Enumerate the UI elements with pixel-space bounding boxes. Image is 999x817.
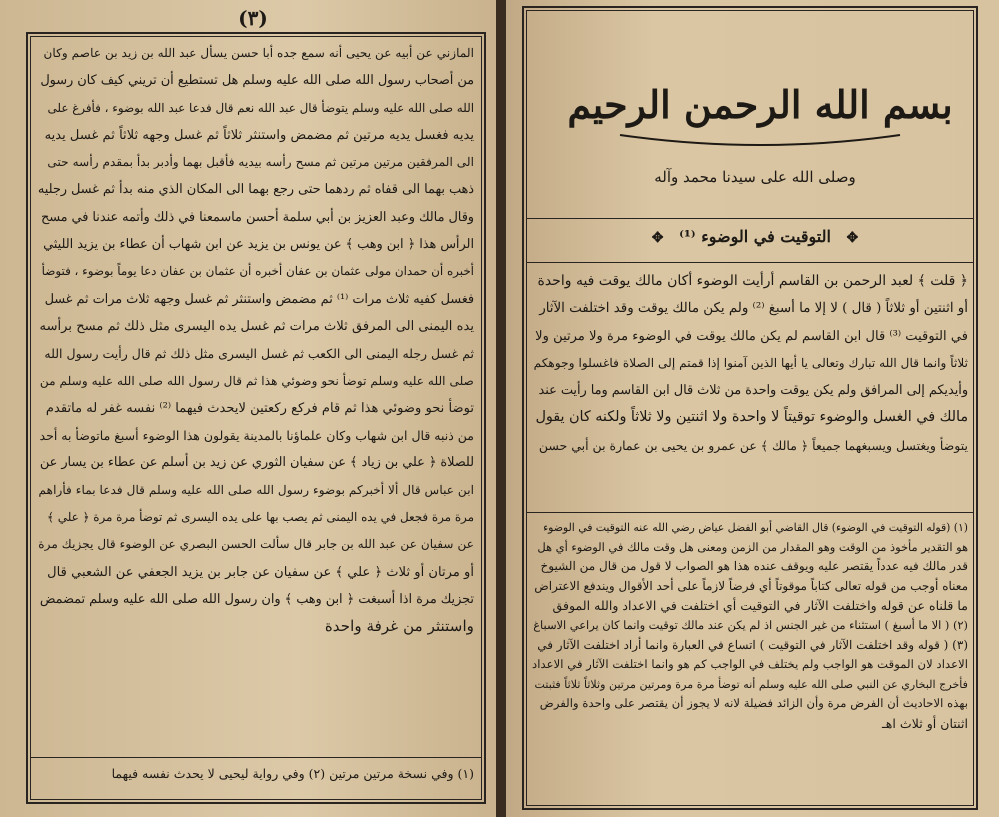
section-title: [540, 227, 970, 246]
basmala-calligraphy: [567, 40, 953, 160]
note-line: (١) (قوله التوقيت في الوضوء) قال القاضي أبو الفضل عياض رضي الله عنه التوقيت في الوضوء: [543, 521, 968, 534]
text-line: ﴿ قلت ﴾ لعبد الرحمن بن القاسم أرأيت الوضوء أكان مالك يوقت فيه واحدة: [537, 273, 968, 289]
note-line: معناه أوجب من قوله تعالى كتاباً موقوتاً أي فرضاً لازماً على أحد الأقوال ويندفع الاعتراض: [534, 578, 968, 593]
text-line: في التوقيت ⁽³⁾ قال ابن القاسم لم يكن مالك يوقت في الوضوء مرة ولا مرتين ولا: [535, 328, 968, 344]
left-main-text: [38, 40, 474, 646]
text-line: عن سفيان عن عبد الله بن جابر قال سألت الحسن البصري عن الوضوء قال يجزيك مرة: [38, 537, 474, 552]
note-line: الاعداد لان الموقت هو الواجب ولم يختلف في الواجب كم هو وانما اختلفت الآثار في الاعداد: [532, 657, 968, 672]
text-line: ابن عباس قال ألا أخبركم بوضوء رسول الله صلى الله عليه وسلم قال فدعا بماء فأراهم: [38, 482, 474, 497]
text-line: ذهب بهما الى قفاه ثم ردهما حتى رجع بهما الى المكان الذي منه بدأ ثم غسل رجليه: [37, 182, 474, 198]
text-line: مالك في الغسل والوضوء توقيتاً لا واحدة ولا اثنتين ولا ثلاثاً ولكنه كان يقول: [535, 409, 968, 426]
fleuron-icon: ✥: [846, 230, 859, 246]
section-title-text: التوقيت في الوضوء ⁽¹⁾: [679, 227, 831, 246]
page-number: (٣): [238, 6, 268, 30]
text-line: مرة مرة فجعل في يده اليمنى ثم يصب بها على يده اليسرى ثم توضأ مرة مرة ﴿ علي ﴾: [47, 510, 474, 525]
note-line: هو التقدير مأخوذ من الوقت وهو المقدار من الزمن ومعنى هل وقت مالك في الوضوء أي هل: [537, 539, 968, 554]
left-page: [0, 0, 496, 817]
text-line: للصلاة ﴿ علي بن زياد ﴾ عن سفيان الثوري عن زيد بن أسلم عن عطاء بن يسار عن: [39, 455, 474, 471]
text-line: يديه فغسل يديه مرتين ثم مضمض واستنثر ثلاثاً ثم غسل وجهه ثلاثاً ثم غسل يديه: [44, 127, 474, 143]
salawat-line: وصلى الله على سيدنا محمد وآله: [654, 168, 856, 186]
title-rule-bottom: [526, 262, 974, 263]
footnote-divider: [30, 757, 482, 758]
left-footnote: (١) وفي نسخة مرتين مرتين (٢) وفي رواية ليحيى لا يحدث نفسه فيهما: [111, 766, 474, 781]
text-line: أو مرتان أو ثلاث ﴿ علي ﴾ عن سفيان عن جابر بن يزيد الجعفي عن الشعبي قال: [47, 564, 474, 580]
text-line: من ذنبه قال ابن شهاب وكان علماؤنا بالمدينة يقولون هذا الوضوء أسبغ ماتوضأ به أحد: [39, 428, 474, 444]
text-line: من أصحاب رسول الله صلى الله عليه وسلم هل تستطيع أن تريني كيف كان رسول: [40, 73, 474, 89]
text-line: أو اثنتين أو ثلاثاً ( قال ) لا إلا ما أسبغ ⁽²⁾ ولم يكن مالك يوقت وقد اختلفت الآثار: [539, 301, 968, 317]
right-notes-text: [532, 518, 968, 738]
title-rule-top: [526, 218, 974, 219]
text-line: الى المرفقين مرتين مرتين ثم مسح رأسه بيديه فأقبل بهما وأدبر بدأ بمقدم رأسه حتى: [47, 155, 474, 170]
note-line: ما قلناه عن قوله واختلفت الآثار في التوقيت أي اختلفت في الاعداد والله الموفق: [552, 598, 968, 614]
right-main-text: [532, 268, 968, 463]
book-gutter: [496, 0, 506, 817]
text-line: وأيديكم إلى المرافق ولم يكن يوقت واحدة من ثلاث قال ابن القاسم وما رأيت عند: [538, 383, 968, 399]
note-line: (٣) ( قوله وقد اختلفت الآثار في التوقيت ) اتساع في العبارة وانما أراد اختلفت الآثار في: [537, 637, 968, 652]
note-line: فأخرج البخاري عن النبي صلى الله عليه وسلم أنه توضأ مرة مرة ومرتين مرتين وثلاثاً ثلاثاً فثبتت: [534, 677, 968, 691]
note-line: اثنتان أو ثلاث اهـ: [882, 715, 968, 731]
text-line: أخبره أن حمدان مولى عثمان بن عفان أخبره أن عثمان بن عفان دعا يوماً بوضوء ، فتوضأ: [41, 264, 474, 279]
text-line: الله صلى الله عليه وسلم يتوضأ قال عبد الله نعم قال فدعا عبد الله بوضوء ، فأفرغ على: [47, 100, 474, 115]
note-line: قدر مالك فيه عدداً يقتصر عليه ويوقف عنده هذا هو الصواب لا قول من قال من الشيوخ: [540, 559, 968, 574]
text-line: واستنثر من غرفة واحدة: [324, 617, 474, 636]
text-line: الرأس هذا ﴿ ابن وهب ﴾ عن يونس بن يزيد عن ابن شهاب أن عطاء بن يزيد الليثي: [43, 237, 474, 253]
text-line: يده اليمنى الى المرفق ثلاث مرات ثم غسل يده اليسرى مثل ذلك ثم مسح برأسه: [39, 318, 474, 334]
basmala-text: بسم الله الرحمن الرحيم: [567, 82, 953, 127]
fleuron-icon: ✥: [651, 230, 664, 246]
text-line: تجزيك مرة اذا أسبغت ﴿ ابن وهب ﴾ وان رسول الله صلى الله عليه وسلم تمضمض: [39, 591, 474, 607]
notes-divider: [526, 512, 974, 513]
text-line: فغسل كفيه ثلاث مرات ⁽¹⁾ ثم مضمض واستنثر ثم غسل وجهه ثلاث مرات ثم غسل: [44, 291, 474, 307]
text-line: وقال مالك وعبد العزيز بن أبي سلمة أحسن ماسمعنا في ذلك وأتمه عندنا في مسح: [40, 209, 474, 225]
text-line: ثلاثاً وانما قال الله تبارك وتعالى يا أيها الذين آمنوا إذا قمتم إلى الصلاة فاغسلوا وجوهكم: [533, 355, 968, 370]
text-line: المازني عن أبيه عن يحيى أنه سمع جده أبا حسن يسأل عبد الله بن زيد بن عاصم وكان: [43, 46, 474, 60]
note-line: (٢) ( الا ما أسبغ ) استثناء من غير الجنس اذ لم يكن عند مالك توقيت وانما كان يراعي الاسباغ: [533, 617, 968, 632]
text-line: توضأ نحو وضوئي هذا ثم قام فركع ركعتين لايحدث فيهما ⁽²⁾ نفسه غفر له ماتقدم: [45, 400, 474, 416]
text-line: يتوضأ ويغتسل ويسبغهما جميعاً ﴿ مالك ﴾ عن عمرو بن يحيى بن عمارة بن أبي حسن: [538, 437, 968, 453]
text-line: صلى الله عليه وسلم توضأ نحو وضوئي هذا ثم قال رسول الله صلى الله عليه وسلم من: [39, 373, 474, 388]
note-line: بهذه الاحاديث أن الفرض مرة وأن الزائد فضيلة لانه لا يجوز أن يقتصر على واحدة والفرض: [539, 696, 968, 711]
text-line: ثم غسل رجله اليمنى الى الكعب ثم غسل اليسرى مثل ذلك ثم قال رأيت رسول الله: [44, 346, 474, 362]
